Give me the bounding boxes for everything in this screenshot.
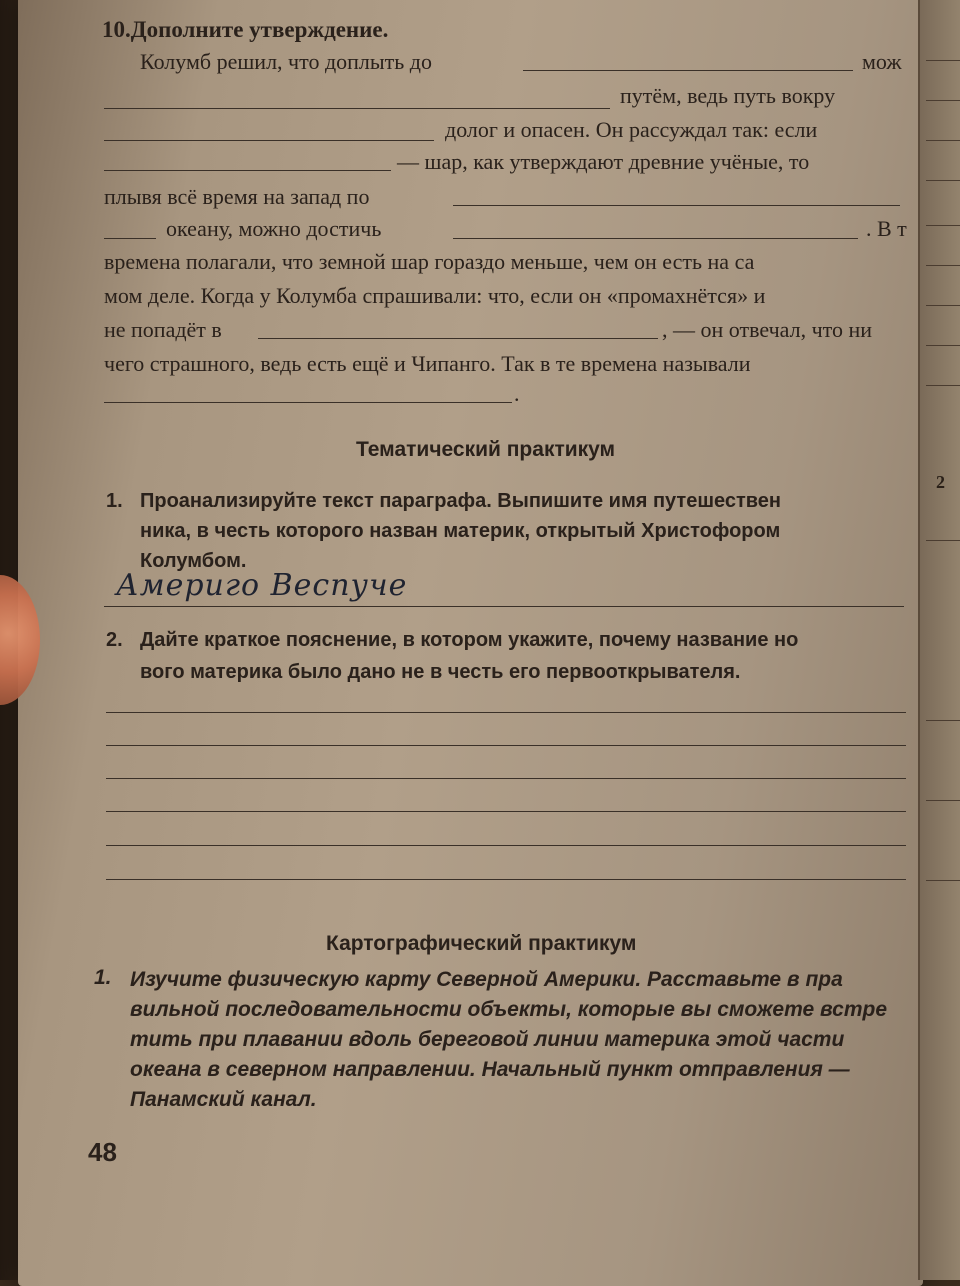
task10-title: Дополните утверждение. — [130, 17, 389, 42]
answer-line-q2-3[interactable] — [106, 778, 906, 779]
cartographic-q1-line-4: океана в северном направлении. Начальный пункт отправления — — [130, 1058, 850, 1081]
blank-2[interactable] — [104, 108, 610, 109]
page-number: 48 — [88, 1137, 117, 1167]
task10-line-8: мом деле. Когда у Колумба спрашивали: что, если он «промахнётся» и — [104, 283, 766, 308]
task10-line-4: — шар, как утверждают древние учёные, то — [397, 149, 810, 174]
blank-7[interactable] — [453, 238, 858, 239]
answer-line-q2-1[interactable] — [106, 712, 906, 713]
task10-line-9: не попадёт в — [104, 317, 222, 342]
blank-4[interactable] — [104, 170, 391, 171]
thematic-q2-number: 2. — [106, 629, 123, 651]
thematic-q1-number: 1. — [106, 490, 123, 512]
thematic-q1-line-1: Проанализируйте текст параграфа. Выпишите имя путешествен — [140, 490, 782, 512]
task10-line-3: долог и опасен. Он рассуждал так: если — [445, 117, 818, 142]
thematic-q2-line-1: Дайте краткое пояснение, в котором укажите, почему название но — [140, 629, 799, 651]
blank-6[interactable] — [104, 238, 156, 239]
answer-line-q2-2[interactable] — [106, 745, 906, 746]
blank-8[interactable] — [258, 338, 658, 339]
task10-line-2: путём, ведь путь вокру — [620, 83, 836, 108]
task10-line-6: океану, можно достичь — [166, 216, 382, 241]
task10-number: 10. — [102, 17, 131, 42]
blank-9[interactable] — [104, 402, 512, 403]
task10-line-10: чего страшного, ведь есть ещё и Чипанго. Так в те времена называли — [104, 351, 751, 376]
task10-line-6-end: . В т — [866, 216, 907, 241]
answer-line-q1[interactable] — [104, 606, 904, 607]
task10-line-11-end: . — [514, 381, 520, 406]
cartographic-q1-number: 1. — [94, 966, 112, 989]
thematic-q1-line-3: Колумбом. — [140, 550, 247, 572]
task10-line-9-end: , — он отвечал, что ни — [662, 317, 873, 342]
cartographic-heading: Картографический практикум — [326, 932, 637, 955]
cartographic-q1-line-1: Изучите физическую карту Северной Америки. Расставьте в пра — [130, 968, 843, 991]
task10-line-7: времена полагали, что земной шар гораздо меньше, чем он есть на са — [104, 249, 755, 274]
adjacent-page-mark: 2 — [936, 472, 945, 492]
thematic-q2-line-2: вого материка было дано не в честь его первооткрывателя. — [140, 661, 741, 683]
handwritten-answer: Америго Веспуче — [116, 568, 408, 603]
blank-1[interactable] — [523, 70, 853, 71]
task10-heading — [102, 16, 388, 44]
task10-line-1-end: мож — [862, 49, 902, 74]
thematic-heading: Тематический практикум — [356, 438, 616, 461]
blank-3[interactable] — [104, 140, 434, 141]
thematic-q1-line-2: ника, в честь которого назван материк, открытый Христофором — [140, 520, 781, 542]
cartographic-q1-line-2: вильной последовательности объекты, которые вы сможете встре — [130, 998, 888, 1021]
cartographic-q1-line-5: Панамский канал. — [130, 1088, 317, 1111]
answer-line-q2-6[interactable] — [106, 879, 906, 880]
task10-line-1: Колумб решил, что доплыть до — [140, 49, 433, 74]
task10-line-5: плывя всё время на запад по — [104, 184, 370, 209]
answer-line-q2-4[interactable] — [106, 811, 906, 812]
answer-line-q2-5[interactable] — [106, 845, 906, 846]
cartographic-q1-line-3: тить при плавании вдоль береговой линии материка этой части — [130, 1028, 845, 1051]
blank-5[interactable] — [453, 205, 900, 206]
